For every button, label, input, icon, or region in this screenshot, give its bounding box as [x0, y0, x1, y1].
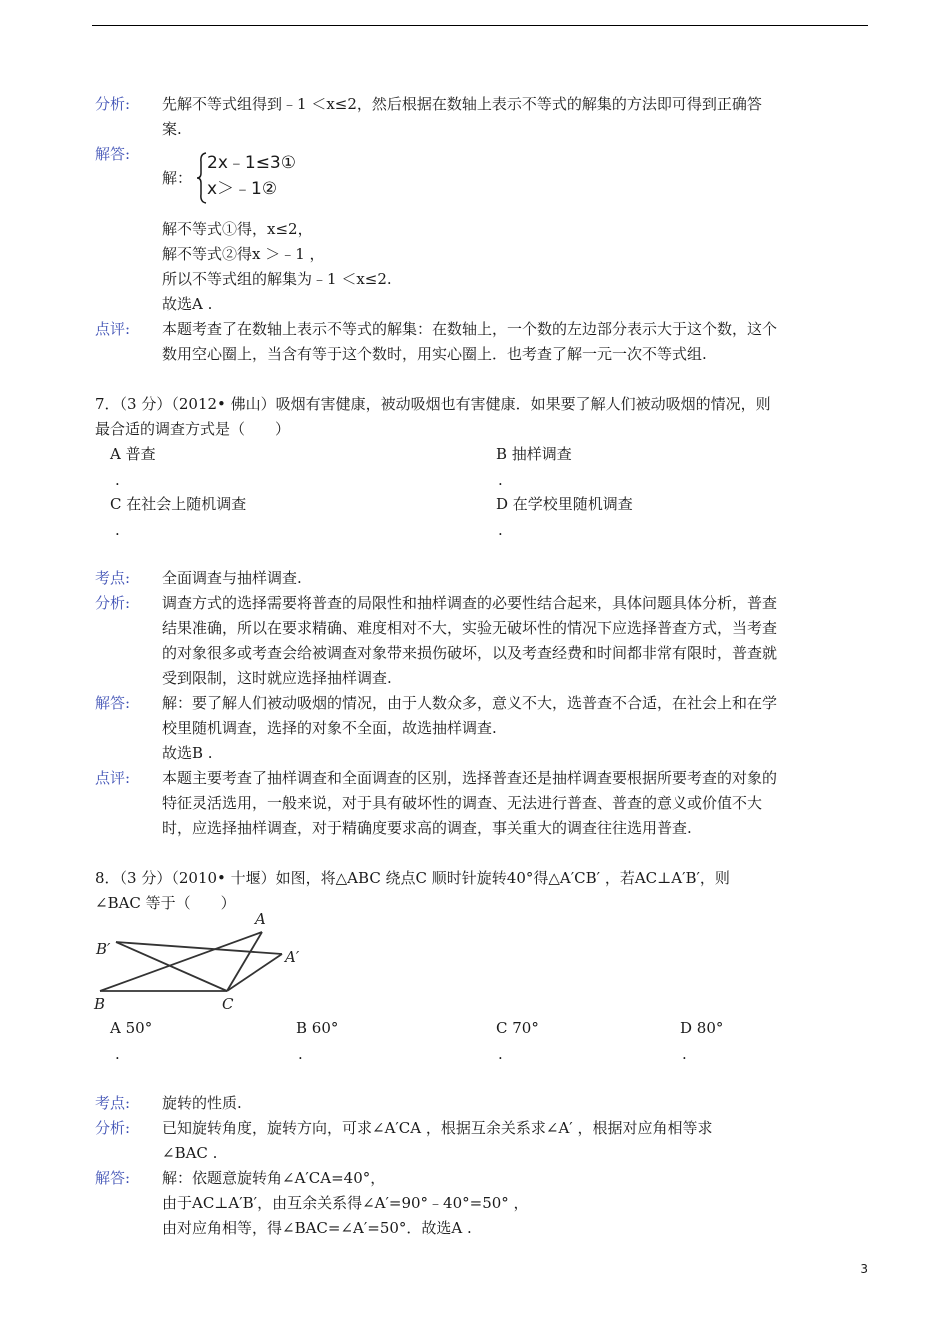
q6-step: 解不等式②得x ＞﹣1 ， [162, 245, 325, 263]
q8-answer-label: 解答: [95, 1169, 131, 1187]
q7-answer-line: 校里随机调查，选择的对象不全面，故选抽样调查. [162, 719, 497, 737]
q6-system-line: x＞﹣1② [207, 179, 278, 199]
q6-step: 解不等式①得，x≤2， [162, 220, 313, 238]
q7-stem: 最合适的调查方式是（ ） [95, 420, 291, 438]
q7-comment-label: 点评: [95, 769, 131, 787]
q7-option-a: A 普查 [110, 445, 156, 463]
q6-system-line: 2x﹣1≤3① [207, 153, 296, 173]
q6-analysis-label: 分析: [95, 95, 131, 113]
q8-stem: 8．（3 分）（2010• 十堰）如图，将△ABC 绕点C 顺时针旋转40°得△A′CB′ ，若AC⊥A′B′，则 [95, 869, 730, 887]
segment-bc [100, 932, 262, 991]
option-dot: . [115, 1045, 120, 1063]
q7-option-c: C 在社会上随机调查 [110, 495, 247, 513]
q7-point-text: 全面调查与抽样调查. [162, 569, 302, 587]
q7-comment-line: 时，应选择抽样调查，对于精确度要求高的调查，事关重大的调查往往选用普查. [162, 819, 692, 837]
q8-analysis-line: ∠BAC . [162, 1144, 218, 1162]
q7-answer-label: 解答: [95, 694, 131, 712]
option-dot: . [115, 521, 120, 539]
option-dot: . [498, 521, 503, 539]
option-dot: . [498, 471, 503, 489]
q8-answer-line: 由于AC⊥A′B′，由互余关系得∠A′=90°﹣40°=50° ， [162, 1194, 529, 1212]
q8-answer-line: 由对应角相等，得∠BAC=∠A′=50°．故选A . [162, 1219, 472, 1237]
q7-analysis-line: 调查方式的选择需要将普查的局限性和抽样调查的必要性结合起来，具体问题具体分析，普查 [162, 594, 778, 612]
q6-answer-label: 解答: [95, 145, 131, 163]
q6-comment-label: 点评: [95, 320, 131, 338]
q6-analysis-line: 案. [162, 120, 182, 138]
segment-c-a-prime [227, 954, 282, 991]
q7-answer-line: 故选B . [162, 744, 213, 762]
q7-comment-line: 特征灵活选用，一般来说，对于具有破坏性的调查、无法进行普查、普查的意义或价值不大 [162, 794, 763, 812]
label-a-prime: A′ [285, 948, 300, 966]
q7-answer-line: 解：要了解人们被动吸烟的情况，由于人数众多，意义不大，选普查不合适，在社会上和在学 [162, 694, 778, 712]
q8-option-b: B 60° [296, 1019, 339, 1037]
q8-stem: ∠BAC 等于（ ） [95, 894, 236, 912]
q8-option-a: A 50° [110, 1019, 153, 1037]
segment-ca [227, 932, 262, 991]
q7-comment-line: 本题主要考查了抽样调查和全面调查的区别，选择普查还是抽样调查要根据所要考查的对象的 [162, 769, 778, 787]
q7-analysis-line: 结果准确，所以在要求精确、难度相对不大，实验无破坏性的情况下应选择普查方式，当考查 [162, 619, 778, 637]
q6-comment-line: 本题考查了在数轴上表示不等式的解集：在数轴上，一个数的左边部分表示大于这个数，这个 [162, 320, 778, 338]
q7-option-b: B 抽样调查 [496, 445, 572, 463]
page-number: 3 [860, 1262, 868, 1276]
q6-step: 所以不等式组的解集为﹣1 ＜x≤2. [162, 270, 392, 288]
label-a: A [255, 910, 266, 928]
q6-step: 故选A . [162, 295, 213, 313]
q8-point-text: 旋转的性质. [162, 1094, 242, 1112]
option-dot: . [298, 1045, 303, 1063]
q6-jie-prefix: 解： [162, 169, 193, 187]
figure-lines [100, 932, 282, 991]
label-b: B [94, 995, 106, 1012]
q7-analysis-label: 分析: [95, 594, 131, 612]
option-dot: . [498, 1045, 503, 1063]
q8-option-c: C 70° [496, 1019, 539, 1037]
q8-analysis-line: 已知旋转角度，旋转方向，可求∠A′CA ，根据互余关系求∠A′ ，根据对应角相等求 [162, 1119, 713, 1137]
label-b-prime: B′ [96, 940, 111, 958]
q7-analysis-line: 受到限制，这时就应选择抽样调查. [162, 669, 392, 687]
header-rule [92, 25, 868, 26]
q7-stem: 7．（3 分）（2012• 佛山）吸烟有害健康，被动吸烟也有害健康．如果要了解人们被动吸烟的情况，则 [95, 395, 771, 413]
option-dot: . [682, 1045, 687, 1063]
q7-analysis-line: 的对象很多或考查会给被调查对象带来损伤破坏，以及考查经费和时间都非常有限时，普查就 [162, 644, 778, 662]
q8-point-label: 考点: [95, 1094, 131, 1112]
q8-analysis-label: 分析: [95, 1119, 131, 1137]
q7-option-d: D 在学校里随机调查 [496, 495, 633, 513]
q7-point-label: 考点: [95, 569, 131, 587]
option-dot: . [115, 471, 120, 489]
label-c: C [222, 995, 234, 1012]
q6-analysis-line: 先解不等式组得到﹣1 ＜x≤2，然后根据在数轴上表示不等式的解集的方法即可得到正确答 [162, 95, 762, 113]
q6-comment-line: 数用空心圈上，当含有等于这个数时，用实心圈上．也考查了解一元一次不等式组. [162, 345, 707, 363]
q8-answer-line: 解：依题意旋转角∠A′CA=40°， [162, 1169, 386, 1187]
rotation-figure [92, 908, 312, 1012]
q8-option-d: D 80° [680, 1019, 724, 1037]
